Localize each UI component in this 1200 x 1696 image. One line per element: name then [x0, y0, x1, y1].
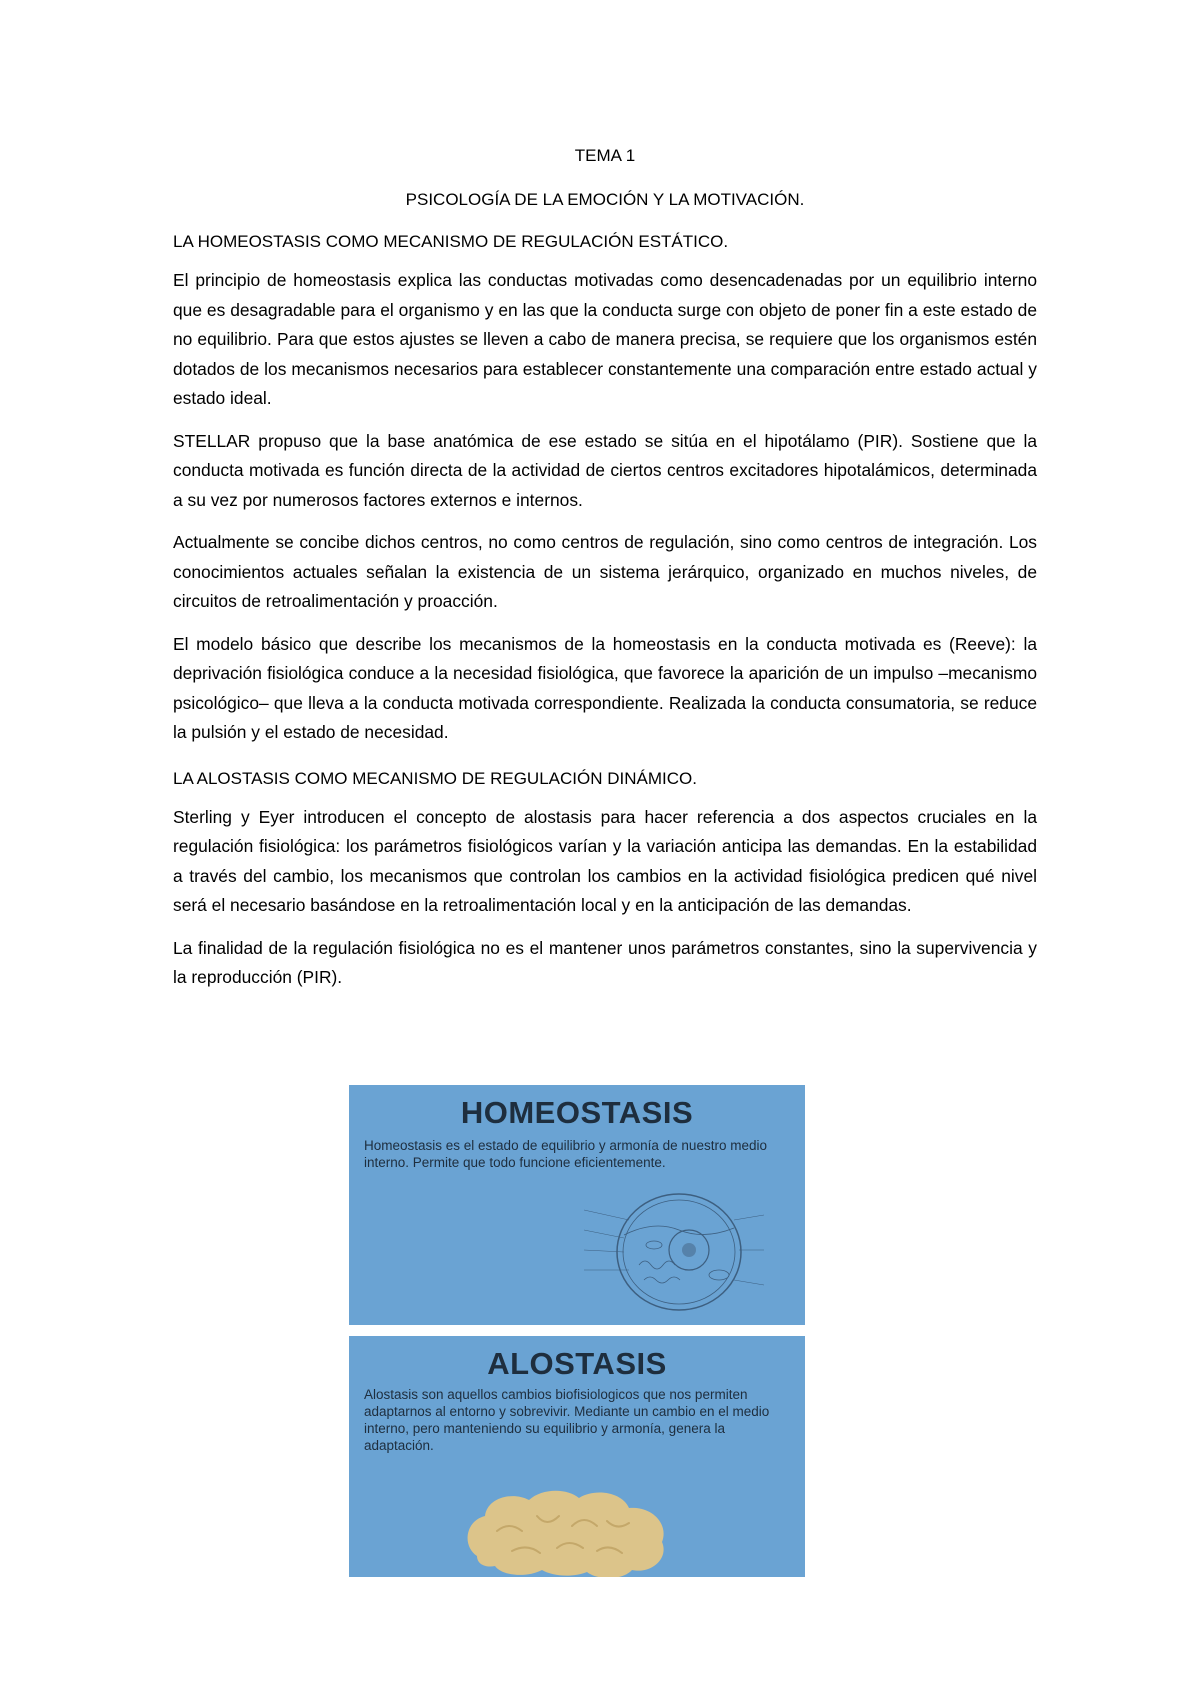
paragraph: El modelo básico que describe los mecanismos de la homeostasis en la conducta motivada es (Reeve): la deprivación fisiológica conduce a la necesidad fisiológica, que favorece la aparición de un impulso –mecanismo psicológico– que lleva a la conducta motivada correspondiente. Realizada la conducta consumatoria, se reduce la pulsión y el estado de necesidad.	[173, 633, 1037, 742]
paragraph: Sterling y Eyer introducen el concepto de alostasis para hacer referencia a dos aspectos cruciales en la regulación fisiológica: los parámetros fisiológicos varían y la variación anticipa las demandas. En la estabilidad a través del cambio, los mecanismos que controlan los cambios en la actividad fisiológica predicen qué nivel será el necesario basándose en la retroalimentación local y en la anticipación de las demandas.	[173, 806, 1037, 915]
homeostasis-panel	[349, 1085, 805, 1325]
section-heading-alostasis: LA ALOSTASIS COMO MECANISMO DE REGULACIÓN DINÁMICO.	[173, 768, 697, 788]
paragraph: La finalidad de la regulación fisiológica no es el mantener unos parámetros constantes, sino la supervivencia y la reproducción (PIR).	[173, 937, 1037, 987]
section-heading-homeostasis: LA HOMEOSTASIS COMO MECANISMO DE REGULACIÓN ESTÁTICO.	[173, 232, 729, 251]
alostasis-panel	[349, 1336, 805, 1577]
homeostasis-title: HOMEOSTASIS	[460, 1095, 694, 1130]
alostasis-text: Alostasis son aquellos cambios biofisiologicos que nos permiten adaptarnos al entorno y sobrevivir. Mediante un cambio en el medio interno, pero manteniendo su equilibrio y armonía, genera la adaptación.	[364, 1387, 770, 1453]
brain-icon	[457, 1486, 677, 1577]
paragraph: STELLAR propuso que la base anatómica de ese estado se sitúa en el hipotálamo (PIR). Sostiene que la conducta motivada es función directa de la actividad de ciertos centros excitadores hipotalámicos, determinada a su vez por numerosos factores externos e internos.	[173, 430, 1037, 510]
homeostasis-alostasis-figure	[349, 1085, 805, 1577]
paragraph: El principio de homeostasis explica las conductas motivadas como desencadenadas por un equilibrio interno que es desagradable para el organismo y en las que la conducta surge con objeto de poner fin a este estado de no equilibrio. Para que estos ajustes se lleven a cabo de manera precisa, se requiere que los organismos estén dotados de los mecanismos necesarios para establecer constantemente una comparación entre estado actual y estado ideal.	[173, 270, 1037, 408]
document-body	[173, 145, 1037, 993]
tema-label: TEMA 1	[574, 146, 636, 165]
homeostasis-text: Homeostasis es el estado de equilibrio y armonía de nuestro medio interno. Permite que todo funcione eficientemente.	[364, 1138, 767, 1170]
paragraph: Actualmente se concibe dichos centros, no como centros de regulación, sino como centros de integración. Los conocimientos actuales señalan la existencia de un sistema jerárquico, organizado en muchos niveles, de circuitos de retroalimentación y proacción.	[173, 532, 1037, 611]
cell-diagram-icon	[584, 1180, 764, 1320]
alostasis-title: ALOSTASIS	[487, 1346, 667, 1381]
document-subtitle: PSICOLOGÍA DE LA EMOCIÓN Y LA MOTIVACIÓN.	[405, 190, 805, 209]
